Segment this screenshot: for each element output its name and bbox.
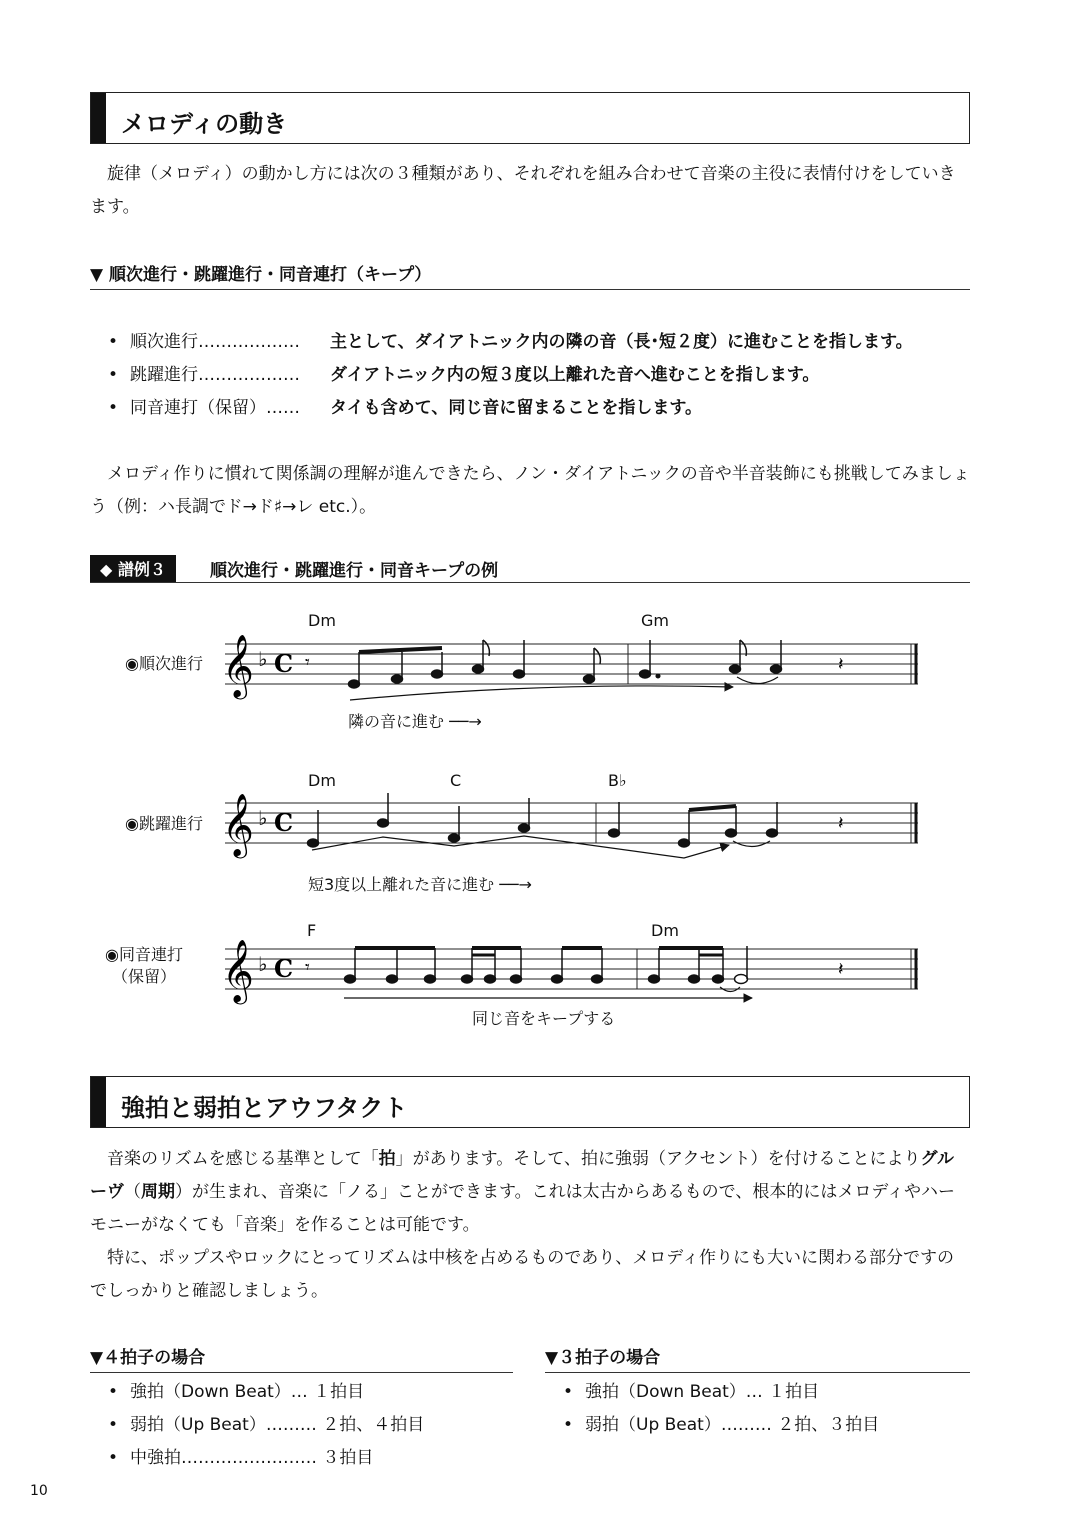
staff-label-repeat: ◉同音連打 xyxy=(105,945,183,964)
list-item: • 中強拍…………………… ３拍目 xyxy=(108,1448,374,1468)
note xyxy=(771,665,782,673)
nondiatonic-paragraph: メロディ作りに慣れて関係調の理解が進んできたら、ノン・ダイアトニックの音や半音装飾にも挑戦してみましょう（例：ハ長調でド→ド♯→レ etc.）。 xyxy=(90,464,970,517)
chord-symbol: C xyxy=(450,771,462,790)
list-item: • 跳躍進行……………… ダイアトニック内の短３度以上離れた音へ進むことを指します。 xyxy=(108,365,820,385)
note xyxy=(473,665,484,673)
quarter-rest-icon: 𝄽 xyxy=(838,813,844,834)
figure-badge: ◆ 譜例３ xyxy=(90,555,176,582)
list-item: • 同音連打（保留）…… タイも含めて、同じ音に留まることを指します。 xyxy=(108,398,702,418)
treble-clef-icon: 𝄞 xyxy=(222,793,254,856)
three-beat-heading: ▼３拍子の場合 xyxy=(545,1343,970,1373)
eighth-rest-icon: 𝄾 xyxy=(305,957,310,978)
note xyxy=(767,829,778,837)
quarter-rest-icon: 𝄽 xyxy=(838,959,844,980)
page-number: 10 xyxy=(30,1483,48,1499)
chord-symbol: Dm xyxy=(308,771,336,790)
note xyxy=(726,829,737,837)
flat-icon: ♭ xyxy=(258,952,268,976)
common-time-icon: C xyxy=(274,649,294,678)
note xyxy=(514,670,525,678)
section-title-beats xyxy=(90,1076,970,1128)
flat-icon: ♭ xyxy=(258,647,268,671)
common-time-icon: C xyxy=(274,808,294,837)
quarter-rest-icon: 𝄽 xyxy=(838,654,844,675)
staff-repeat xyxy=(222,939,918,1005)
title-bar xyxy=(91,93,106,143)
note xyxy=(679,839,690,847)
list-item: • 強拍（Down Beat）… １拍目 xyxy=(563,1382,820,1402)
chord-symbol: F xyxy=(307,921,317,940)
note xyxy=(584,675,595,683)
three-beat-list xyxy=(563,1376,879,1442)
chord-symbol: B♭ xyxy=(608,771,627,790)
staff-leap xyxy=(222,793,918,859)
note xyxy=(349,680,360,688)
note xyxy=(378,819,389,827)
staff-label-stepwise: ◉順次進行 xyxy=(125,654,203,673)
eighth-rest-icon: 𝄾 xyxy=(305,652,310,673)
note xyxy=(432,670,443,678)
common-time-icon: C xyxy=(274,954,294,983)
flat-icon: ♭ xyxy=(258,806,268,830)
treble-clef-icon: 𝄞 xyxy=(222,634,254,697)
intro-paragraph: 旋律（メロディ）の動かし方には次の３種類があり、それぞれを組み合わせて音楽の主役に表情付けをしていきます。 xyxy=(90,164,956,217)
beats-paragraph-1: 音楽のリズムを感じる基準として「拍」があります。そして、拍に強弱（アクセント）を付けることによりグルーヴ（周期）が生まれ、音楽に「ノる」ことができます。これは太古からあるもので、根本的にはメロディやハーモニーがなくても「音楽」を作ることは可能です。 xyxy=(90,1149,955,1235)
chord-symbol: Gm xyxy=(641,611,669,630)
chord-symbol: Dm xyxy=(651,921,679,940)
section-title-melody xyxy=(90,92,970,144)
movement-heading: ▼ 順次進行・跳躍進行・同音連打（キープ） xyxy=(90,260,970,290)
note xyxy=(640,670,651,678)
section-title-text: 強拍と弱拍とアウフタクト xyxy=(121,1094,408,1122)
note xyxy=(449,834,460,842)
figure-caption: 順次進行・跳躍進行・同音キープの例 xyxy=(210,561,499,581)
treble-clef-icon: 𝄞 xyxy=(222,939,254,1002)
annotation-stepwise: 隣の音に進む ──→ xyxy=(348,712,482,731)
note xyxy=(519,824,530,832)
title-bar xyxy=(91,1077,106,1127)
section-title-text: メロディの動き xyxy=(121,110,288,138)
staff-label-leap: ◉跳躍進行 xyxy=(125,814,203,833)
list-item: • 弱拍（Up Beat）……… ２拍、３拍目 xyxy=(563,1415,880,1435)
movement-list xyxy=(108,326,913,425)
list-item: • 弱拍（Up Beat）……… ２拍、４拍目 xyxy=(108,1415,425,1435)
note xyxy=(609,829,620,837)
staff-label-repeat-sub: （保留） xyxy=(112,967,177,986)
annotation-repeat: 同じ音をキープする xyxy=(472,1009,616,1028)
list-item: • 順次進行……………… 主として、ダイアトニック内の隣の音（長･短２度）に進むことを指します。 xyxy=(108,332,913,352)
four-beat-list xyxy=(108,1376,424,1475)
note xyxy=(308,839,319,847)
note xyxy=(730,665,741,673)
beats-paragraph-2: 特に、ポップスやロックにとってリズムは中核を占めるものであり、メロディ作りにも大いに関わる部分ですのでしっかりと確認しましょう。 xyxy=(90,1248,954,1301)
annotation-leap: 短3度以上離れた音に進む ──→ xyxy=(308,875,532,894)
four-beat-heading: ▼４拍子の場合 xyxy=(90,1343,513,1373)
list-item: • 強拍（Down Beat）… １拍目 xyxy=(108,1382,365,1402)
figure-title xyxy=(90,553,970,583)
note xyxy=(392,675,403,683)
staff-stepwise xyxy=(222,634,918,700)
chord-symbol: Dm xyxy=(308,611,336,630)
